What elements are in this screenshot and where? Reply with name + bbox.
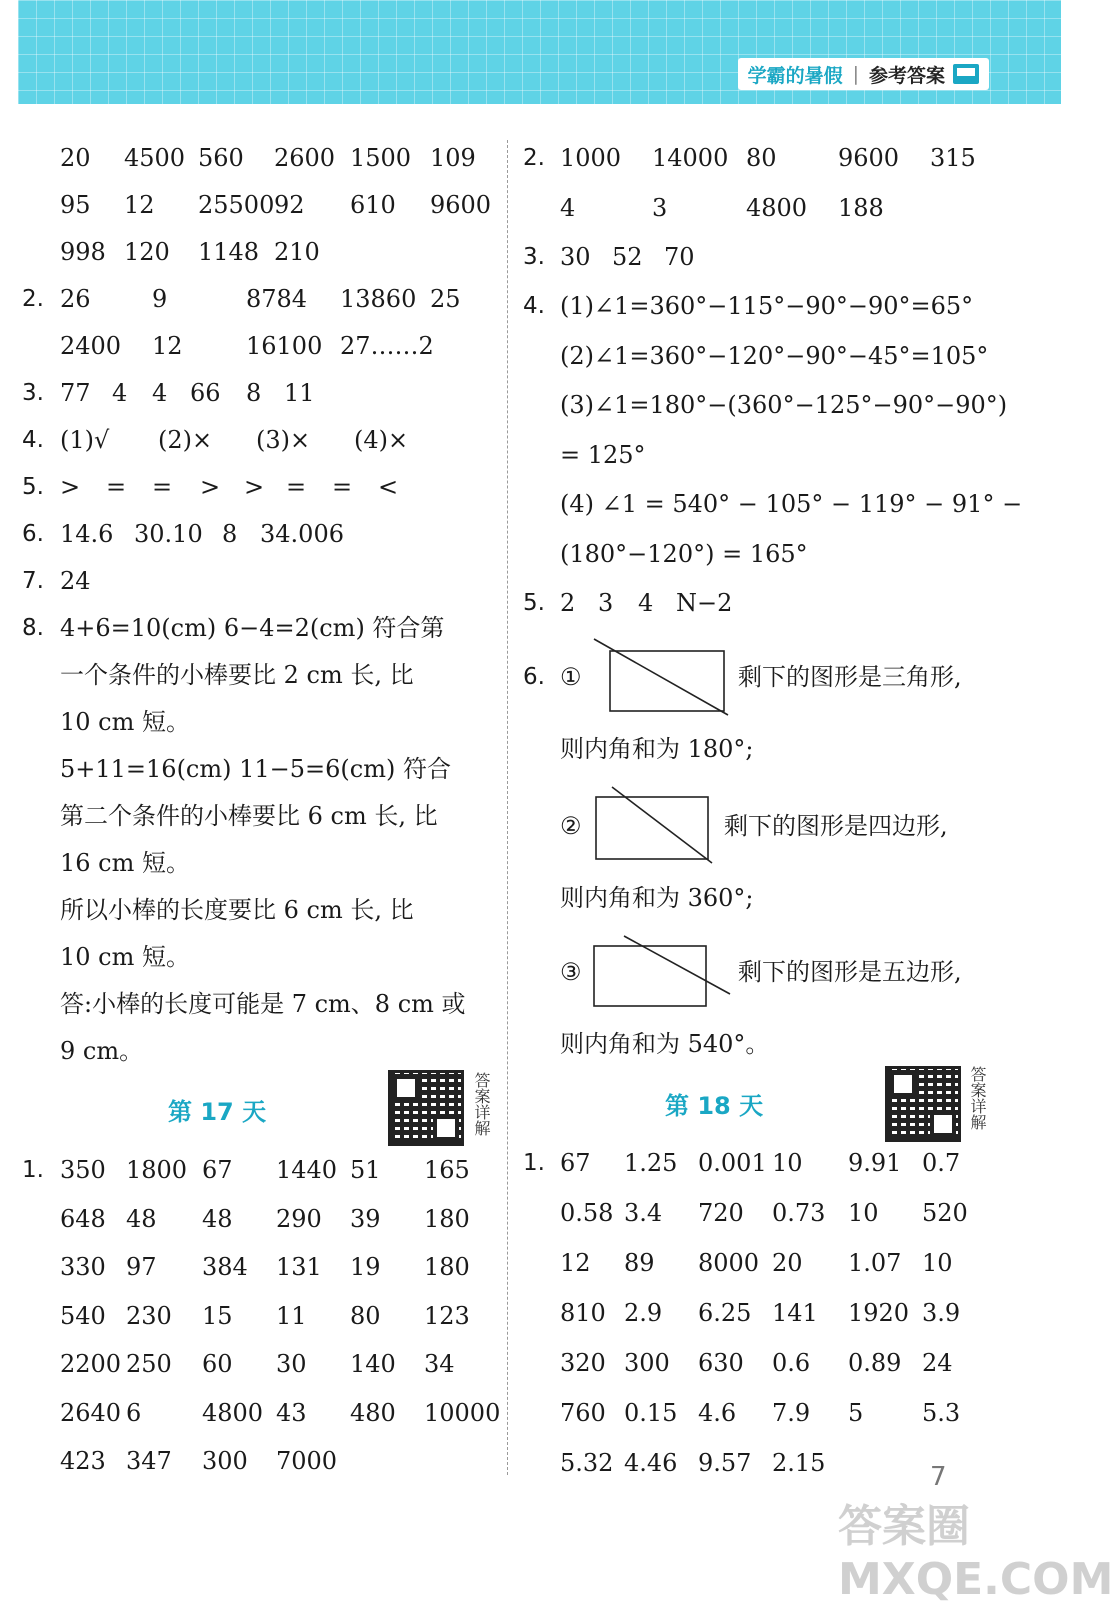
answer-value: 630 [698, 1349, 744, 1377]
answer-value: 25 [430, 285, 461, 313]
answer-value: 10 [848, 1199, 879, 1227]
answer-value: 4.46 [624, 1449, 678, 1477]
answer-value: 3.9 [922, 1299, 961, 1327]
answer-value: 0.89 [848, 1349, 902, 1377]
answer-value: 230 [126, 1301, 172, 1330]
answer-value: 20 [772, 1249, 803, 1277]
answer-value: 320 [560, 1349, 606, 1377]
rect-cut-diagram-2 [592, 785, 716, 867]
answer-value: 347 [126, 1447, 172, 1475]
answer-value: 9600 [838, 144, 900, 172]
qr-label-day17: 答案详解 [472, 1072, 491, 1136]
question-number: 5. [523, 590, 545, 616]
day-17-title: 第 17 天 [168, 1098, 267, 1126]
explanation-line: 5+11=16(cm) 11−5=6(cm) 符合 [60, 755, 451, 783]
answer-value: 14000 [652, 144, 729, 172]
answer-value: 97 [126, 1253, 157, 1281]
shape-description: 剩下的图形是四边形, [724, 812, 948, 840]
question-number: 3. [22, 380, 44, 406]
answer-value: 24 [60, 567, 91, 595]
answer-value: 8784 [246, 285, 308, 313]
answer-value: 66 [190, 379, 221, 407]
answer-value: 19 [350, 1253, 381, 1281]
answer-value: 109 [430, 144, 476, 172]
equation-line: (2)∠1=360°−120°−90°−45°=105° [560, 341, 989, 370]
question-number: 4. [22, 427, 44, 453]
answer-value: = [286, 473, 307, 501]
day-18-title: 第 18 天 [665, 1092, 764, 1120]
answer-value: 8 [222, 520, 238, 548]
answer-value: 0.15 [624, 1399, 678, 1427]
question-number: 6. [523, 664, 545, 690]
answer-value: (1)√ [60, 426, 110, 454]
answer-value: 0.58 [560, 1199, 614, 1227]
equation-line: (180°−120°) = 165° [560, 539, 808, 568]
answers-title: 参考答案 [868, 64, 945, 87]
answer-value: 3 [598, 589, 614, 617]
answer-value: 6 [126, 1398, 142, 1427]
answer-value: 2.9 [624, 1299, 663, 1327]
answer-value: 4 [560, 194, 576, 222]
answer-value: 300 [624, 1349, 670, 1377]
answer-value: 648 [60, 1204, 106, 1233]
answer-value: 423 [60, 1447, 106, 1475]
answer-value: 0.7 [922, 1149, 961, 1177]
book-icon [953, 64, 979, 84]
equation-line: (1)∠1=360°−115°−90°−90°=65° [560, 292, 974, 320]
explanation-line: 答:小棒的长度可能是 7 cm、8 cm 或 [60, 990, 466, 1018]
answer-value: = [152, 473, 173, 501]
answer-value: 77 [60, 379, 91, 407]
answer-value: 80 [746, 144, 777, 172]
answer-value: 0.6 [772, 1349, 811, 1377]
answer-value: 12 [560, 1249, 591, 1277]
answer-value: 4 [152, 379, 168, 407]
page-number: 7 [930, 1462, 947, 1492]
answer-value: 2640 [60, 1398, 122, 1427]
question-number: 1. [523, 1150, 545, 1176]
answer-value: < [378, 473, 399, 501]
answer-value: 0.73 [772, 1199, 826, 1227]
shape-description: 剩下的图形是三角形, [738, 663, 962, 691]
explanation-line: 一个条件的小棒要比 2 cm 长, 比 [60, 661, 414, 689]
answer-value: 180 [424, 1204, 470, 1233]
question-number: 1. [22, 1157, 44, 1183]
answer-value: 141 [772, 1299, 818, 1327]
angle-sum-line: 则内角和为 360°; [560, 884, 754, 912]
answer-value: 4.6 [698, 1399, 737, 1427]
answer-value: 70 [664, 243, 695, 271]
answer-value: 131 [276, 1253, 322, 1281]
answer-value: 290 [276, 1204, 322, 1233]
answer-value: 4500 [124, 144, 186, 172]
answer-value: 60 [202, 1350, 233, 1378]
question-number: 6. [22, 521, 44, 547]
answer-value: 9.91 [848, 1149, 902, 1177]
answer-value: 3 [652, 194, 668, 222]
question-number: 5. [22, 474, 44, 500]
watermark: 答案圈 MXQE.COM [838, 1501, 1113, 1605]
angle-sum-line: 则内角和为 540°。 [560, 1030, 770, 1058]
answer-value: 12 [152, 332, 183, 360]
answer-value: 20 [60, 144, 91, 172]
answer-value: 250 [126, 1350, 172, 1378]
answer-value: 7000 [276, 1447, 338, 1475]
answer-value: 51 [350, 1156, 381, 1184]
circled-number: ① [560, 663, 582, 691]
qr-code-day18[interactable] [885, 1066, 961, 1142]
answer-value: 9600 [430, 191, 492, 219]
question-number: 8. [22, 615, 44, 641]
equation-line: (4) ∠1 = 540° − 105° − 119° − 91° − [560, 490, 1023, 518]
answer-value: 67 [560, 1149, 591, 1177]
answer-value: 6.25 [698, 1299, 752, 1327]
shape-description: 剩下的图形是五边形, [738, 958, 962, 986]
answer-value: 610 [350, 191, 396, 219]
answer-value: 13860 [340, 285, 417, 313]
answer-value: 30 [560, 243, 591, 271]
answer-value: 998 [60, 238, 106, 266]
answer-value: 2400 [60, 332, 122, 360]
answer-value: 15 [202, 1301, 233, 1330]
answer-value: 30.10 [134, 520, 203, 548]
answer-value: 1920 [848, 1299, 910, 1327]
answer-value: 4 [112, 379, 128, 407]
answer-value: > [200, 473, 221, 501]
answer-value: 2.15 [772, 1449, 826, 1477]
answer-value: 9.57 [698, 1449, 752, 1477]
explanation-line: 9 cm。 [60, 1037, 144, 1065]
answer-value: 4 [638, 589, 654, 617]
header-banner [18, 0, 1061, 104]
answer-value: 140 [350, 1350, 396, 1378]
answer-value: 315 [930, 144, 976, 172]
answer-value: 95 [60, 191, 91, 219]
answer-value: 384 [202, 1253, 248, 1281]
answer-value: 300 [202, 1447, 248, 1475]
answer-value: 9 [152, 285, 168, 313]
answer-value: 1148 [198, 238, 260, 266]
answer-value: 8 [246, 379, 262, 407]
explanation-line: 10 cm 短。 [60, 708, 190, 736]
qr-label-day18: 答案详解 [968, 1066, 987, 1130]
answer-value: 480 [350, 1398, 396, 1427]
explanation-line: 第二个条件的小棒要比 6 cm 长, 比 [60, 802, 438, 830]
rect-cut-diagram-1 [592, 637, 732, 717]
answer-value: > [60, 473, 81, 501]
answer-value: 123 [424, 1301, 470, 1330]
answer-value: 12 [124, 191, 155, 219]
answer-value: 4800 [202, 1398, 264, 1427]
answer-value: 0.001 [698, 1149, 767, 1177]
answer-value: 2600 [274, 144, 336, 172]
answer-value: 760 [560, 1399, 606, 1427]
answer-value: 1440 [276, 1156, 338, 1184]
answer-value: 3.4 [624, 1199, 663, 1227]
question-number: 7. [22, 568, 44, 594]
equation-line: = 125° [560, 440, 646, 469]
answer-value: 5 [848, 1399, 864, 1427]
answer-value: 24 [922, 1349, 953, 1377]
answer-value: 810 [560, 1299, 606, 1327]
answer-value: 39 [350, 1204, 381, 1233]
answer-value: 34.006 [260, 520, 344, 548]
answer-value: 14.6 [60, 520, 114, 548]
answer-value: 5.3 [922, 1399, 961, 1427]
answer-value: = [332, 473, 353, 501]
answer-value: 1000 [560, 144, 622, 172]
answer-value: 48 [126, 1204, 157, 1233]
answer-value: 80 [350, 1301, 381, 1330]
answer-value: (3)× [256, 426, 311, 454]
answer-value: 16100 [246, 332, 323, 360]
answer-value: 92 [274, 191, 305, 219]
answer-value: 11 [284, 379, 315, 407]
circled-number: ③ [560, 958, 582, 986]
answer-value: 560 [198, 144, 244, 172]
answer-value: 10000 [424, 1398, 501, 1427]
answer-value: 89 [624, 1249, 655, 1277]
header-tab [738, 58, 989, 90]
answer-value: > [244, 473, 265, 501]
answer-value: 120 [124, 238, 170, 266]
answer-value: 540 [60, 1301, 106, 1330]
answer-value: N−2 [676, 589, 733, 617]
answer-value: 10 [772, 1149, 803, 1177]
equation-line: (3)∠1=180°−(360°−125°−90°−90°) [560, 391, 1008, 419]
answer-value: 720 [698, 1199, 744, 1227]
answer-value: 7.9 [772, 1399, 811, 1427]
answer-value: 165 [424, 1156, 470, 1184]
answer-value: 43 [276, 1398, 307, 1427]
answer-value: 5.32 [560, 1449, 614, 1477]
answer-value: 2200 [60, 1350, 122, 1378]
answer-value: = [106, 473, 127, 501]
answer-value: 67 [202, 1156, 233, 1184]
answer-value: 210 [274, 238, 320, 266]
explanation-line: 16 cm 短。 [60, 849, 190, 877]
answer-value: 25500 [198, 191, 275, 219]
answer-value: 350 [60, 1156, 106, 1184]
question-number: 2. [523, 145, 545, 171]
answer-value: 330 [60, 1253, 106, 1281]
answer-value: 48 [202, 1204, 233, 1233]
angle-sum-line: 则内角和为 180°; [560, 735, 754, 763]
brand-title: 学霸的暑假 [747, 64, 843, 87]
answer-value: 34 [424, 1350, 455, 1378]
answer-value: 30 [276, 1350, 307, 1378]
question-number: 3. [523, 244, 545, 270]
answer-value: 180 [424, 1253, 470, 1281]
answer-value: 4800 [746, 194, 808, 222]
answer-value: 26 [60, 285, 91, 313]
answer-value: 27……2 [340, 332, 434, 360]
answer-value: 1.25 [624, 1149, 678, 1177]
column-divider [507, 140, 508, 1475]
answer-value: 188 [838, 194, 884, 222]
answer-value: 1.07 [848, 1249, 902, 1277]
rect-cut-diagram-3 [590, 932, 734, 1010]
answer-value: 520 [922, 1199, 968, 1227]
answer-value: 52 [612, 243, 643, 271]
answer-value: 11 [276, 1301, 307, 1330]
answer-value: 1800 [126, 1156, 188, 1184]
answer-value: 2 [560, 589, 576, 617]
circled-number: ② [560, 812, 582, 840]
answer-value: 1500 [350, 144, 412, 172]
answer-value: 10 [922, 1249, 953, 1277]
explanation-line: 所以小棒的长度要比 6 cm 长, 比 [60, 896, 414, 924]
answer-value: (2)× [158, 426, 213, 454]
header-separator: | [852, 63, 859, 85]
explanation-line: 10 cm 短。 [60, 943, 190, 971]
question-number: 2. [22, 286, 44, 312]
qr-code-day17[interactable] [388, 1070, 464, 1146]
answer-value: 8000 [698, 1249, 760, 1277]
question-number: 4. [523, 293, 545, 319]
explanation-line: 4+6=10(cm) 6−4=2(cm) 符合第 [60, 614, 445, 642]
answer-value: (4)× [354, 426, 409, 454]
